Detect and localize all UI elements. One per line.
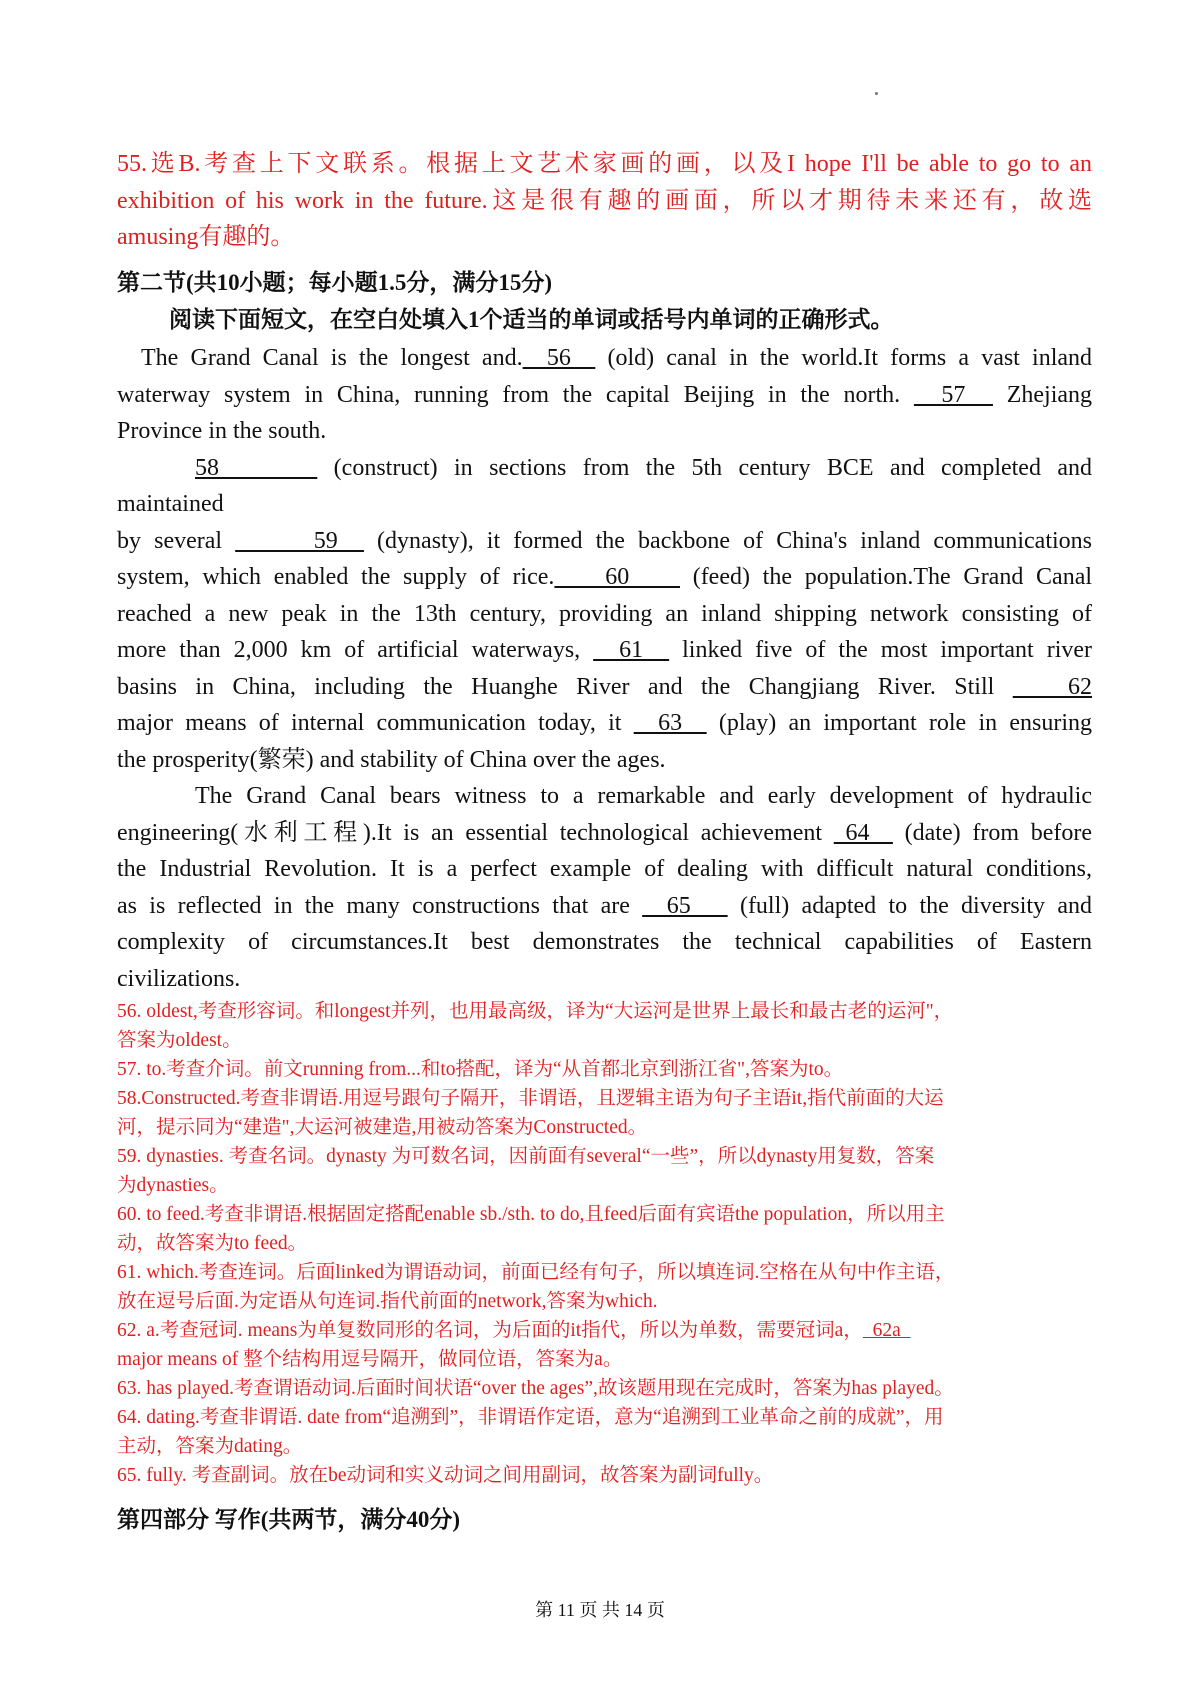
passage-line: engineering(水利工程).It is an essential technological achievement 64 (date) from before (117, 819, 1093, 846)
answer-line: 65. fully. 考查副词。放在be动词和实义动词之间用副词，故答案为副词fully。 (117, 1465, 774, 1486)
answer-line: 64. dating.考查非谓语. date from“追溯到”，非谓语作定语，意为“追溯到工业革命之前的成就”，用 (117, 1407, 944, 1428)
answer-55-line-3: amusing有趣的。 (117, 224, 295, 250)
blank-62a: 62a (862, 1320, 911, 1341)
answer-55-line-1: 55.选B.考查上下文联系。根据上文艺术家画的画，以及I hope I'll be able to go to an (117, 151, 1092, 177)
passage-line: civilizations. (117, 965, 241, 992)
answer-line: 主动，答案为dating。 (117, 1436, 303, 1457)
answer-line: 63. has played.考查谓语动词.后面时间状语“over the ages”,故该题用现在完成时，答案为has played。 (117, 1378, 954, 1399)
passage-line: reached a new peak in the 13th century, providing an inland shipping network consisting of (117, 600, 1092, 627)
passage-line: maintained (117, 491, 224, 517)
page-dot (875, 92, 878, 95)
answer-line: 放在逗号后面.为定语从句连词.指代前面的network,答案为which. (117, 1291, 658, 1312)
passage-line: waterway system in China, running from the capital Beijing in the north. 57 Zhejiang (117, 381, 1093, 408)
section-2-heading: 第二节(共10小题；每小题1.5分，满分15分) (117, 270, 553, 295)
passage-line: by several 59 (dynasty), it formed the backbone of China's inland communications (117, 527, 1093, 554)
blank-65[interactable]: 65 (642, 892, 728, 919)
blank-60[interactable]: 60 (554, 564, 680, 590)
answer-line: 56. oldest,考查形容词。和longest并列，也用最高级，译为“大运河是世界上最长和最古老的运河"， (117, 1001, 954, 1022)
answer-line: 60. to feed.考查非谓语.根据固定搭配enable sb./sth. to do,且feed后面有宾语the population，所以用主 (117, 1204, 945, 1225)
section-2-instruction: 阅读下面短文，在空白处填入1个适当的单词或括号内单词的正确形式。 (169, 307, 894, 332)
passage-line: major means of internal communication today, it 63 (play) an important role in ensuring (117, 710, 1093, 736)
blank-57[interactable]: 57 (913, 381, 993, 408)
answer-line: 动，故答案为to feed。 (117, 1233, 308, 1254)
passage-line: Province in the south. (117, 418, 327, 444)
passage-line: as is reflected in the many constructions that are 65 (full) adapted to the diversity and (117, 892, 1092, 919)
page-footer: 第 11 页 共 14 页 (535, 1600, 665, 1620)
passage-line: the Industrial Revolution. It is a perfect example of dealing with difficult natural conditions, (117, 856, 1092, 882)
passage-line: 58 (construct) in sections from the 5th century BCE and completed and (195, 454, 1092, 481)
answer-line: 57. to.考查介词。前文running from...和to搭配，译为“从首都北京到浙江省",答案为to。 (117, 1059, 844, 1080)
answer-line: 59. dynasties. 考查名词。dynasty 为可数名词，因前面有several“一些”，所以dynasty用复数，答案 (117, 1146, 935, 1167)
blank-56[interactable]: 56 (522, 345, 596, 371)
answer-line: 河，提示同为“建造",大运河被建造,用被动答案为Constructed。 (117, 1117, 648, 1138)
passage-line: complexity of circumstances.It best demonstrates the technical capabilities of Eastern (117, 929, 1092, 955)
passage-line: more than 2,000 km of artificial waterways, 61 linked five of the most important river (117, 637, 1093, 663)
answer-55-line-2: exhibition of his work in the future.这是很有趣的画面，所以才期待未来还有，故选 (117, 187, 1092, 214)
answer-line: 答案为oldest。 (117, 1030, 242, 1051)
blank-62[interactable]: 62 (1012, 673, 1093, 700)
blank-58[interactable]: 58 (195, 454, 318, 481)
answer-55 (117, 146, 1092, 256)
part-4-heading: 第四部分 写作(共两节，满分40分) (117, 1507, 461, 1532)
passage-line: the prosperity(繁荣) and stability of China over the ages. (117, 746, 666, 773)
answer-key (117, 997, 1092, 1490)
answer-line: 61. which.考查连词。后面linked为谓语动词，前面已经有句子，所以填连词.空格在从句中作主语， (117, 1262, 955, 1283)
answer-line: 为dynasties。 (117, 1175, 229, 1196)
passage-line: system, which enabled the supply of rice. 60 (feed) the population.The Grand Canal (117, 564, 1093, 590)
passage-line: basins in China, including the Huanghe River and the Changjiang River. Still 62 (117, 673, 1093, 700)
blank-64[interactable]: 64 (833, 819, 893, 846)
blank-59[interactable]: 59 (235, 527, 364, 554)
answer-line: 62. a.考查冠词. means为单复数同形的名词，为后面的it指代，所以为单数，需要冠词a， 62a (117, 1320, 911, 1341)
passage (117, 340, 1092, 997)
answer-line: major means of 整个结构用逗号隔开，做同位语，答案为a。 (117, 1349, 623, 1370)
blank-63[interactable]: 63 (633, 710, 707, 736)
answer-line: 58.Constructed.考查非谓语.用逗号跟句子隔开，非谓语，且逻辑主语为句子主语it,指代前面的大运 (117, 1088, 944, 1109)
blank-61[interactable]: 61 (593, 637, 670, 663)
passage-line: The Grand Canal is the longest and. 56 (old) canal in the world.It forms a vast inland (141, 345, 1093, 371)
passage-line: The Grand Canal bears witness to a remarkable and early development of hydraulic (195, 783, 1092, 809)
